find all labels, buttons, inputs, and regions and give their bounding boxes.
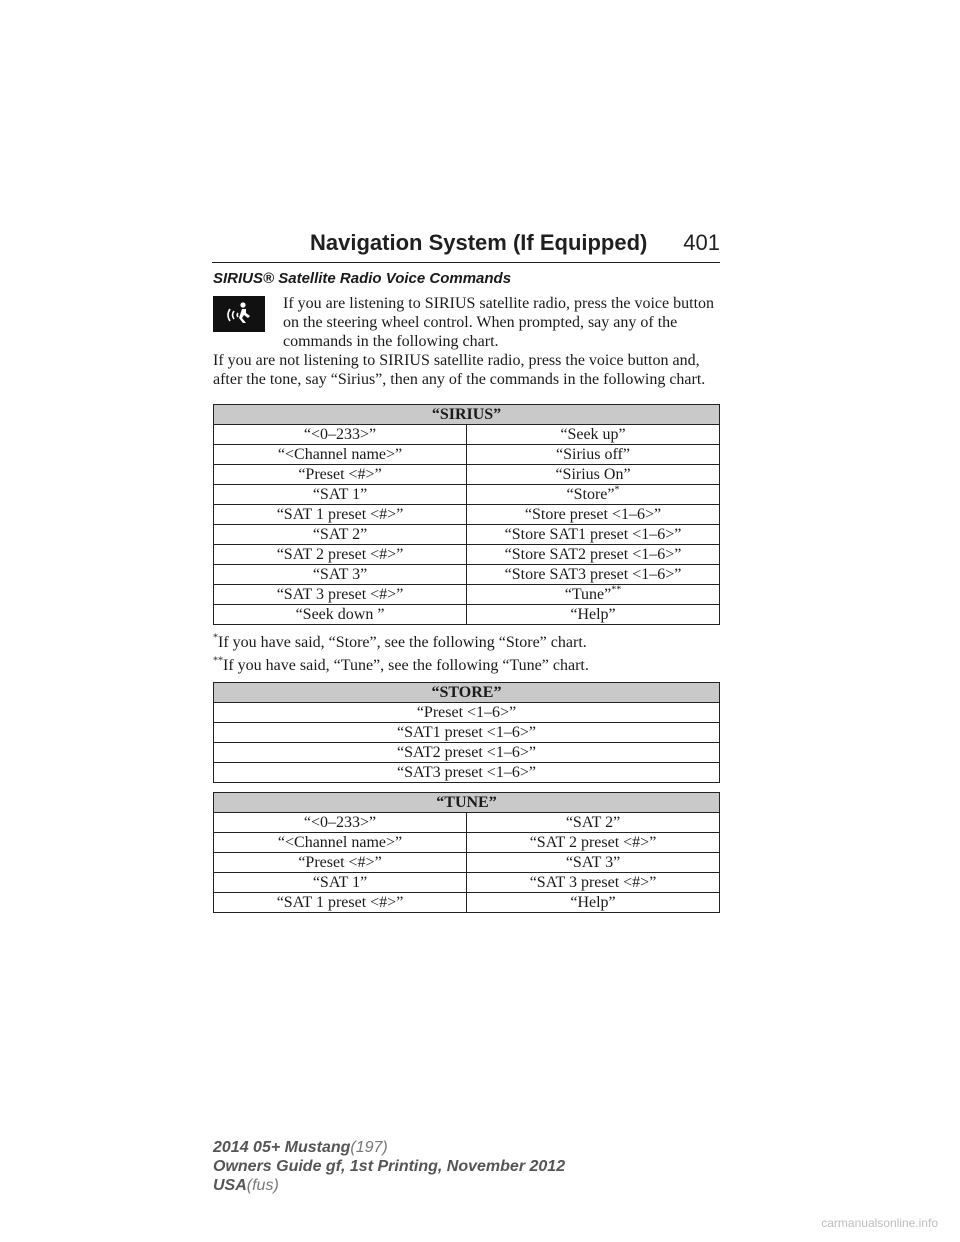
table-row bbox=[214, 465, 720, 485]
table-cell: “SAT 1 preset <#>” bbox=[214, 893, 467, 913]
table-cell: “Preset <#>” bbox=[214, 465, 467, 485]
table-cell: “SAT 2” bbox=[467, 813, 720, 833]
sirius-table-header: “SIRIUS” bbox=[214, 405, 720, 425]
table-cell: “Seek up” bbox=[467, 425, 720, 445]
table-cell: “Preset <#>” bbox=[214, 853, 467, 873]
sirius-commands-table bbox=[213, 404, 720, 625]
table-row bbox=[214, 743, 720, 763]
table-cell bbox=[467, 485, 720, 505]
table-cell: “SAT1 preset <1–6>” bbox=[214, 723, 720, 743]
footer-market: USA bbox=[213, 1177, 247, 1194]
footer-page-code: (197) bbox=[350, 1139, 388, 1156]
table-row bbox=[214, 425, 720, 445]
table-cell: “SAT 3 preset <#>” bbox=[214, 585, 467, 605]
footer-line-2: Owners Guide gf, 1st Printing, November 2012 bbox=[213, 1158, 566, 1175]
table-cell: “SAT 3” bbox=[467, 853, 720, 873]
table-row bbox=[214, 703, 720, 723]
footnote-marker: ** bbox=[213, 655, 223, 667]
footer-line-3 bbox=[213, 1176, 565, 1195]
footer-line-1 bbox=[213, 1138, 565, 1157]
intro-paragraph: If you are listening to SIRIUS satellite radio, press the voice button on the steering wheel control. When prompted, say any of the commands in the following chart. bbox=[283, 295, 715, 350]
table-cell: “Preset <1–6>” bbox=[214, 703, 720, 723]
table-row bbox=[214, 833, 720, 853]
table-row bbox=[214, 485, 720, 505]
table-row bbox=[214, 545, 720, 565]
table-cell: “<0–233>” bbox=[214, 425, 467, 445]
table-cell: “SAT3 preset <1–6>” bbox=[214, 763, 720, 783]
footer-market-code: (fus) bbox=[246, 1177, 279, 1194]
page-header bbox=[212, 226, 720, 263]
table-row bbox=[214, 565, 720, 585]
table-row bbox=[214, 853, 720, 873]
table-row bbox=[214, 605, 720, 625]
footnote-marker: * bbox=[213, 632, 218, 644]
footnote-text: If you have said, “Store”, see the following “Store” chart. bbox=[218, 634, 587, 651]
footnote-marker: ** bbox=[611, 584, 622, 596]
store-table-header: “STORE” bbox=[214, 683, 720, 703]
table-cell: “Sirius On” bbox=[467, 465, 720, 485]
table-row bbox=[214, 505, 720, 525]
instruction-paragraph: If you are not listening to SIRIUS satellite radio, press the voice button and, after the tone, say “Sirius”, then any of the commands in the following chart. bbox=[213, 352, 706, 388]
table-row bbox=[214, 525, 720, 545]
table-row bbox=[214, 445, 720, 465]
store-commands-table bbox=[213, 682, 720, 783]
table-cell: “SAT 1 preset <#>” bbox=[214, 505, 467, 525]
table-cell: “<Channel name>” bbox=[214, 445, 467, 465]
table-cell: “Store SAT2 preset <1–6>” bbox=[467, 545, 720, 565]
table-cell: “<Channel name>” bbox=[214, 833, 467, 853]
footnote-tune bbox=[213, 657, 589, 675]
table-cell: “SAT 3” bbox=[214, 565, 467, 585]
table-cell: “Help” bbox=[467, 893, 720, 913]
voice-command-icon bbox=[213, 296, 265, 332]
table-cell: “<0–233>” bbox=[214, 813, 467, 833]
table-cell: “Seek down ” bbox=[214, 605, 467, 625]
table-row bbox=[214, 813, 720, 833]
footer-model: 2014 05+ Mustang bbox=[213, 1139, 351, 1156]
tune-command: “Tune” bbox=[564, 585, 612, 603]
table-row bbox=[214, 723, 720, 743]
table-cell: “SAT 1” bbox=[214, 485, 467, 505]
footnote-marker: * bbox=[614, 484, 620, 496]
table-cell: “SAT 2” bbox=[214, 525, 467, 545]
table-cell: “Help” bbox=[467, 605, 720, 625]
table-row bbox=[214, 873, 720, 893]
table-cell: “Store SAT3 preset <1–6>” bbox=[467, 565, 720, 585]
table-cell: “Sirius off” bbox=[467, 445, 720, 465]
page-title: Navigation System (If Equipped) bbox=[310, 230, 648, 255]
tune-table-header: “TUNE” bbox=[214, 793, 720, 813]
table-cell: “Store preset <1–6>” bbox=[467, 505, 720, 525]
table-row bbox=[214, 893, 720, 913]
table-cell: “SAT 3 preset <#>” bbox=[467, 873, 720, 893]
table-row bbox=[214, 763, 720, 783]
table-row bbox=[214, 585, 720, 605]
table-cell: “SAT 1” bbox=[214, 873, 467, 893]
table-cell: “SAT2 preset <1–6>” bbox=[214, 743, 720, 763]
table-cell bbox=[467, 585, 720, 605]
watermark: carmanualsonline.info bbox=[821, 1216, 938, 1230]
table-cell: “SAT 2 preset <#>” bbox=[214, 545, 467, 565]
table-cell: “SAT 2 preset <#>” bbox=[467, 833, 720, 853]
footnote-text: If you have said, “Tune”, see the following “Tune” chart. bbox=[223, 657, 589, 674]
document-footer bbox=[213, 1138, 565, 1195]
section-heading: SIRIUS® Satellite Radio Voice Commands bbox=[213, 270, 512, 287]
page-number: 401 bbox=[683, 230, 720, 255]
tune-commands-table bbox=[213, 792, 720, 913]
footnote-store bbox=[213, 634, 587, 652]
table-cell: “Store SAT1 preset <1–6>” bbox=[467, 525, 720, 545]
store-command: “Store” bbox=[566, 485, 615, 503]
